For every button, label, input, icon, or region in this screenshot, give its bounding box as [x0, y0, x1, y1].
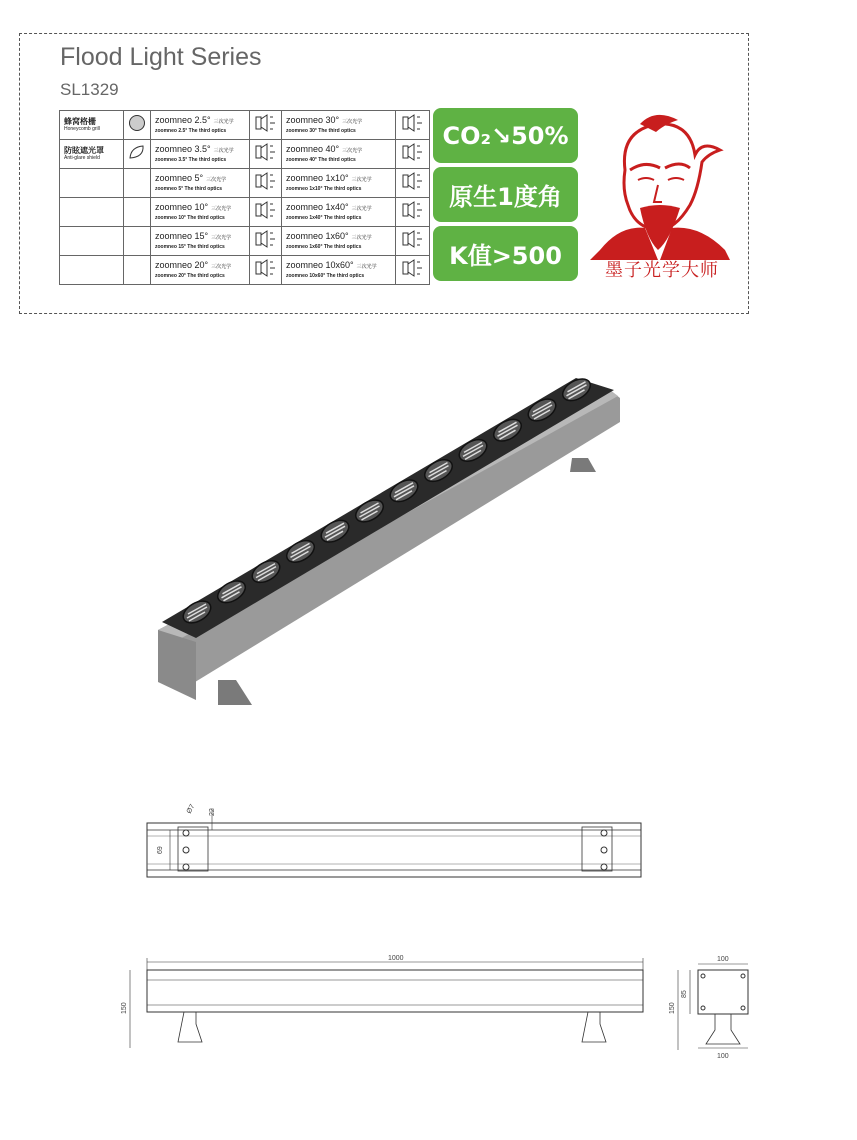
optic-name: zoomneo 5°	[155, 173, 204, 183]
side-bottom-width-label: 100	[717, 1053, 729, 1060]
optic-sub: zoomneo 10° The third optics	[155, 215, 225, 221]
optic-left-cell	[151, 140, 250, 169]
optic-cn: 三次光学	[351, 235, 372, 241]
optic-right-cell	[282, 256, 396, 285]
beam-icon-cell	[250, 198, 282, 227]
optic-sub: zoomneo 1x40° The third optics	[286, 215, 362, 221]
optic-right-cell	[282, 140, 396, 169]
accessory-cell	[60, 227, 124, 256]
optic-name: zoomneo 1x40°	[286, 202, 349, 212]
beam-icon-cell	[250, 140, 282, 169]
optic-name: zoomneo 10°	[155, 202, 209, 212]
offset-dim-label: 22	[209, 808, 216, 816]
k-value-badge: K值>500	[433, 226, 578, 281]
accessory-icon-cell	[124, 111, 151, 140]
accessory-name-en: Honeycomb grill	[64, 126, 100, 132]
optic-name: zoomneo 3.5°	[155, 144, 211, 154]
beam-angle-icon	[400, 149, 426, 166]
optics-row	[60, 198, 430, 227]
optics-table	[59, 110, 430, 285]
model-number: SL1329	[60, 80, 119, 99]
optic-left-cell	[151, 169, 250, 198]
accessory-cell	[60, 140, 124, 169]
accessory-name-en: Anti-glare shield	[64, 155, 100, 161]
length-dim-label: 1000	[388, 955, 404, 962]
height-dim-label: 150	[121, 1002, 128, 1014]
beam-icon-cell	[396, 169, 430, 198]
optic-cn: 三次光学	[211, 264, 232, 270]
accessory-cell	[60, 169, 124, 198]
beam-angle-icon	[253, 236, 279, 253]
beam-icon-cell	[250, 256, 282, 285]
accessory-name-cn: 防眩遮光罩	[64, 146, 104, 155]
brand-name: 墨子光学大师	[605, 260, 719, 281]
optic-cn: 三次光学	[351, 177, 372, 183]
accessory-cell	[60, 198, 124, 227]
optic-sub: zoomneo 40° The third optics	[286, 157, 356, 163]
optic-left-cell	[151, 227, 250, 256]
optic-cn: 三次光学	[342, 148, 363, 154]
optic-name: zoomneo 30°	[286, 115, 340, 125]
side-height-label: 150	[669, 1002, 676, 1014]
beam-angle-icon	[400, 120, 426, 137]
optic-cn: 三次光学	[213, 148, 234, 154]
front-view-drawing	[110, 950, 670, 1060]
optics-row	[60, 256, 430, 285]
hole-dim-label: Ø7	[185, 803, 197, 815]
optic-name: zoomneo 40°	[286, 144, 340, 154]
optic-sub: zoomneo 5° The third optics	[155, 186, 223, 192]
beam-icon-cell	[250, 227, 282, 256]
accessory-icon-cell	[124, 227, 151, 256]
optic-cn: 三次光学	[356, 264, 377, 270]
beam-angle-icon	[400, 265, 426, 282]
optic-right-cell	[282, 169, 396, 198]
beam-angle-icon	[400, 178, 426, 195]
optic-sub: zoomneo 30° The third optics	[286, 128, 356, 134]
beam-icon-cell	[396, 256, 430, 285]
optics-row	[60, 111, 430, 140]
optic-sub: zoomneo 2.5° The third optics	[155, 128, 227, 134]
optics-row	[60, 169, 430, 198]
optic-left-cell	[151, 111, 250, 140]
side-view-drawing	[670, 950, 770, 1070]
optic-sub: zoomneo 3.5° The third optics	[155, 157, 227, 163]
beam-icon-cell	[396, 140, 430, 169]
optic-name: zoomneo 20°	[155, 260, 209, 270]
optic-left-cell	[151, 256, 250, 285]
optics-row	[60, 140, 430, 169]
optic-sub: zoomneo 1x60° The third optics	[286, 244, 362, 250]
optic-right-cell	[282, 227, 396, 256]
optic-sub: zoomneo 10x60° The third optics	[286, 273, 365, 279]
beam-icon-cell	[396, 198, 430, 227]
beam-angle-icon	[253, 207, 279, 224]
series-title: Flood Light Series	[60, 43, 262, 71]
optic-name: zoomneo 10x60°	[286, 260, 354, 270]
accessory-icon-cell	[124, 256, 151, 285]
accessory-icon-cell	[124, 169, 151, 198]
beam-angle-icon	[253, 149, 279, 166]
optic-cn: 三次光学	[351, 206, 372, 212]
beam-angle-icon	[253, 120, 279, 137]
side-top-width-label: 100	[717, 956, 729, 963]
side-inner-label: 85	[681, 990, 688, 998]
optic-right-cell	[282, 111, 396, 140]
accessory-cell	[60, 256, 124, 285]
accessory-icon-cell	[124, 198, 151, 227]
optic-name: zoomneo 2.5°	[155, 115, 211, 125]
brand-logo-portrait	[590, 110, 730, 260]
beam-angle-icon	[400, 207, 426, 224]
angle-badge: 原生1度角	[433, 167, 578, 222]
beam-icon-cell	[250, 169, 282, 198]
product-render	[140, 360, 640, 720]
accessory-name-cn: 蜂窝格栅	[64, 117, 96, 126]
beam-icon-cell	[250, 111, 282, 140]
beam-icon-cell	[396, 111, 430, 140]
optic-name: zoomneo 1x60°	[286, 231, 349, 241]
honeycomb-icon	[128, 119, 146, 136]
shield-icon	[128, 148, 146, 165]
optic-name: zoomneo 1x10°	[286, 173, 349, 183]
optic-cn: 三次光学	[213, 119, 234, 125]
accessory-icon-cell	[124, 140, 151, 169]
beam-angle-icon	[253, 178, 279, 195]
beam-angle-icon	[253, 265, 279, 282]
top-height-dim-label: 69	[157, 846, 164, 854]
top-view-drawing	[130, 800, 660, 890]
optic-cn: 三次光学	[211, 235, 232, 241]
beam-angle-icon	[400, 236, 426, 253]
optic-sub: zoomneo 15° The third optics	[155, 244, 225, 250]
beam-icon-cell	[396, 227, 430, 256]
optic-sub: zoomneo 20° The third optics	[155, 273, 225, 279]
co2-badge: CO₂↘50%	[433, 108, 578, 163]
optic-cn: 三次光学	[211, 206, 232, 212]
optic-name: zoomneo 15°	[155, 231, 209, 241]
optic-left-cell	[151, 198, 250, 227]
optic-right-cell	[282, 198, 396, 227]
optic-sub: zoomneo 1x10° The third optics	[286, 186, 362, 192]
optic-cn: 三次光学	[206, 177, 227, 183]
accessory-cell	[60, 111, 124, 140]
optics-row	[60, 227, 430, 256]
optic-cn: 三次光学	[342, 119, 363, 125]
